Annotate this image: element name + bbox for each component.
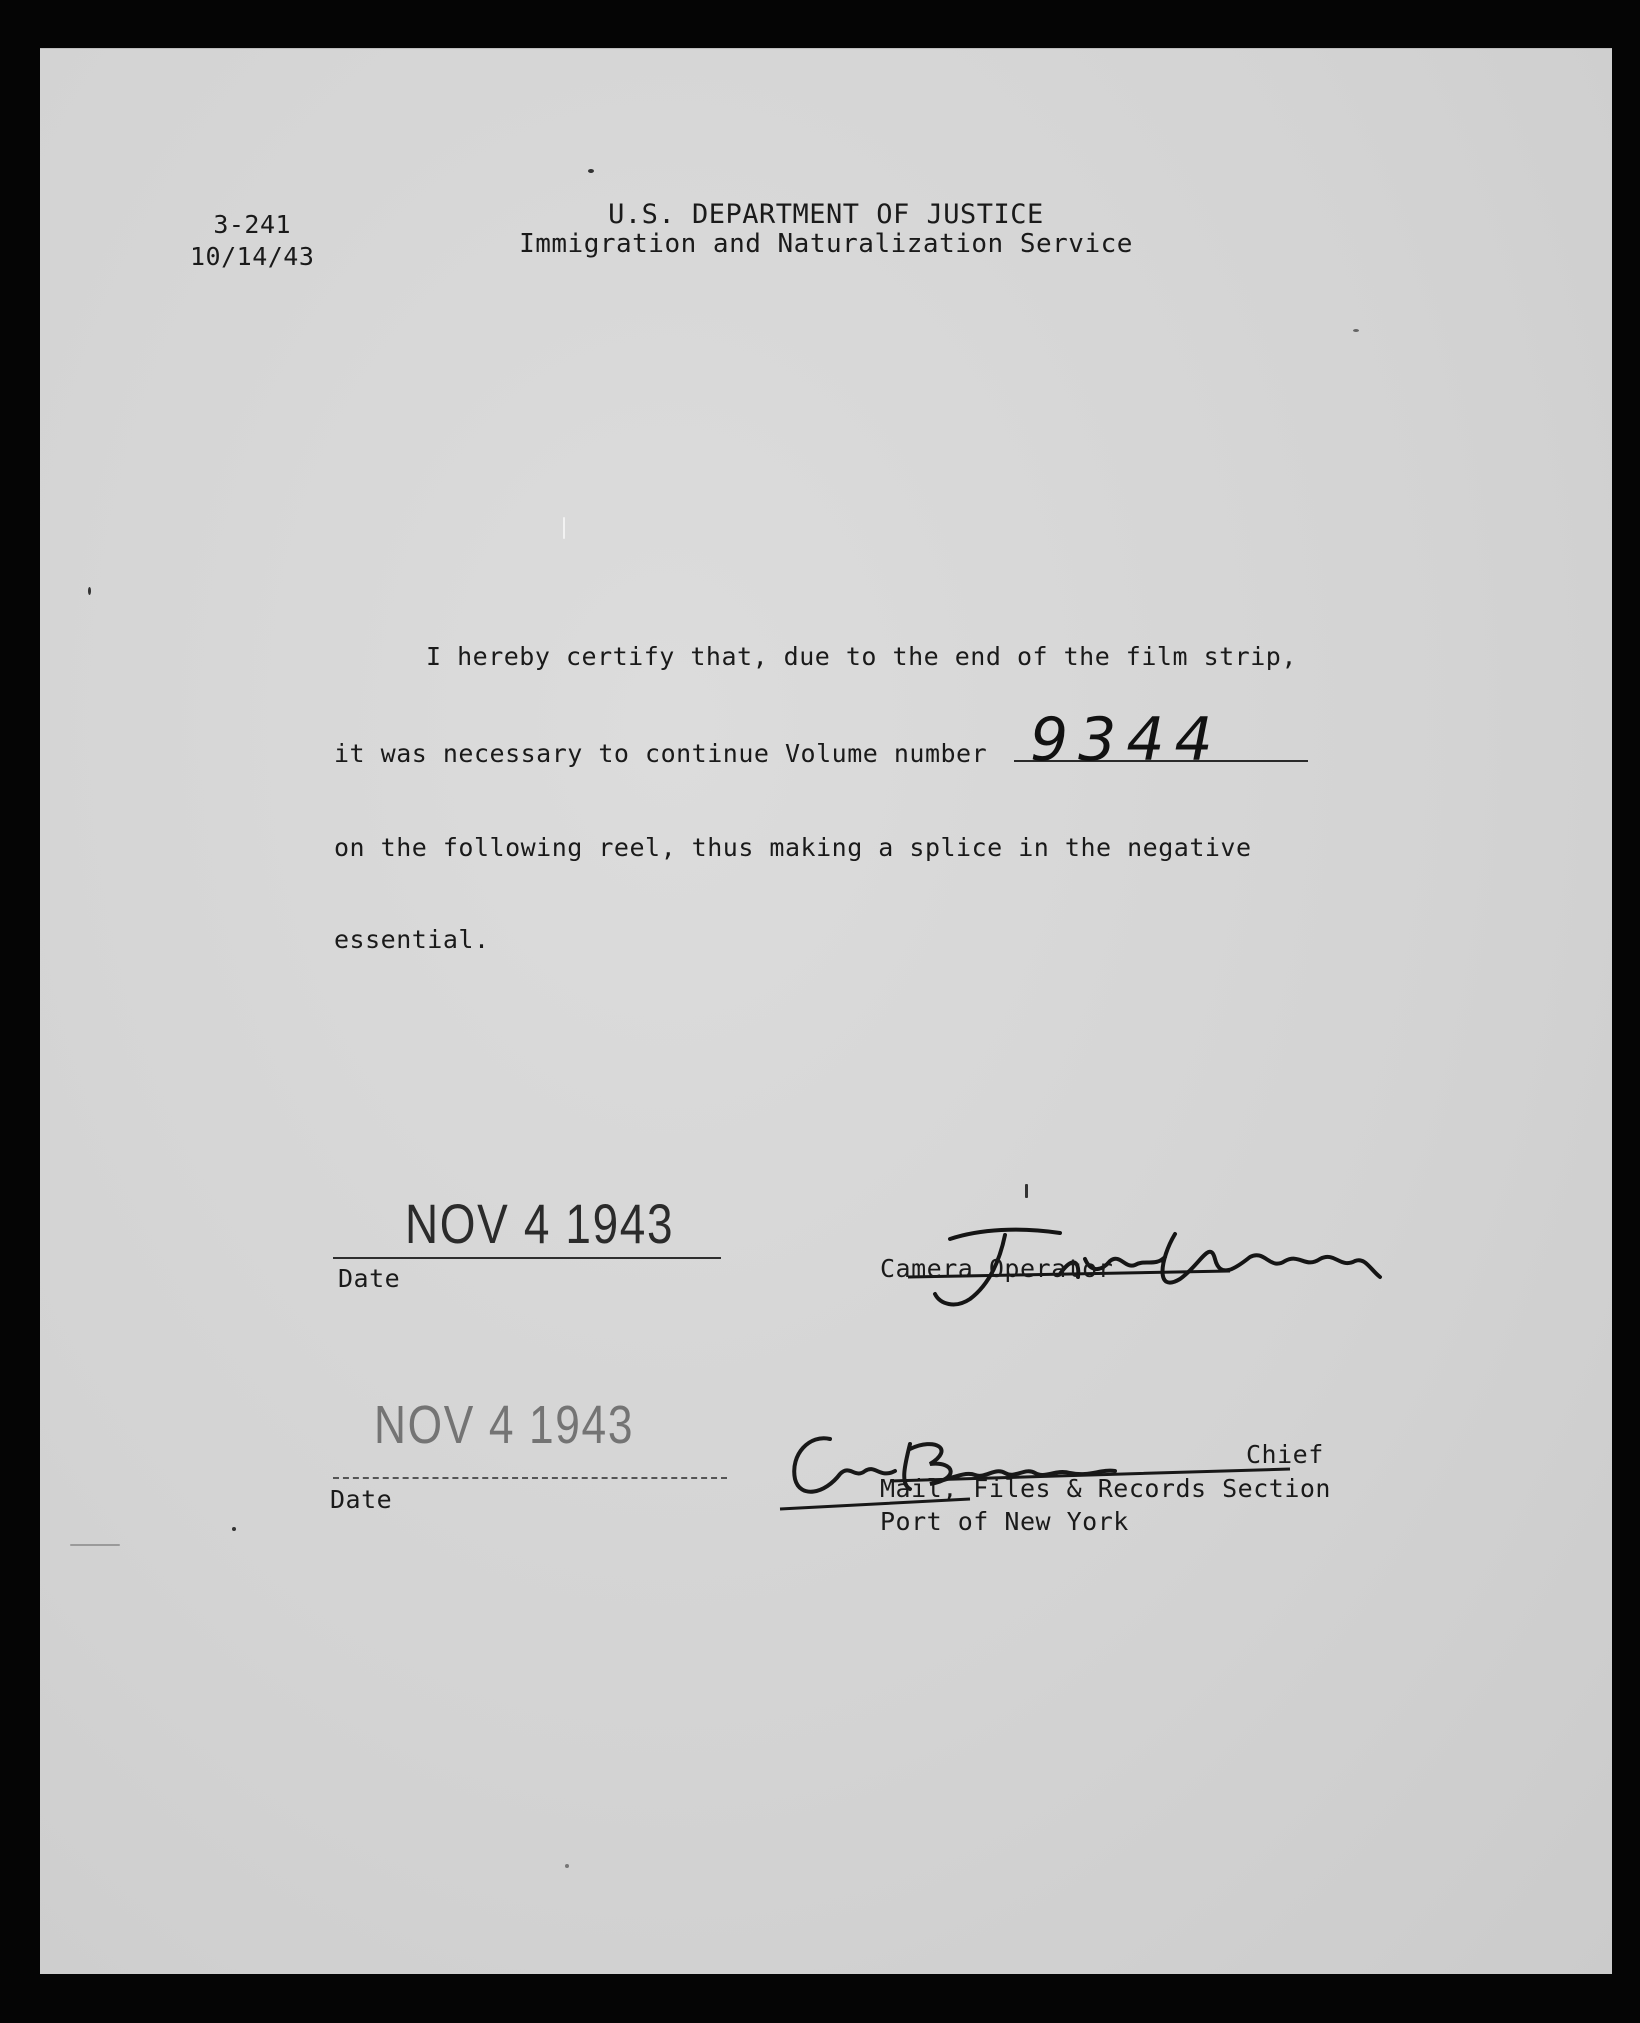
- certificate-line-1: I hereby certify that, due to the end of the film strip,: [426, 642, 1297, 671]
- service-heading: Immigration and Naturalization Service: [519, 229, 1133, 259]
- scan-speck: [1353, 329, 1359, 332]
- scan-speck: [565, 1864, 569, 1868]
- department-heading: U.S. DEPARTMENT OF JUSTICE: [608, 199, 1044, 230]
- scan-speck: [1025, 1184, 1028, 1198]
- volume-number-handwritten: 9344: [1030, 705, 1223, 775]
- chief-port-name: Port of New York: [880, 1507, 1129, 1536]
- scan-speck: [70, 1544, 120, 1546]
- operator-date-stamp: NOV 4 1943: [405, 1192, 675, 1255]
- camera-operator-label: Camera Operator: [880, 1254, 1114, 1283]
- operator-date-line: [333, 1257, 721, 1259]
- chief-date-stamp: NOV 4 1943: [374, 1395, 635, 1455]
- certificate-line-2: it was necessary to continue Volume number: [334, 739, 988, 768]
- scan-speck: [232, 1527, 236, 1531]
- scan-speck: [563, 517, 565, 539]
- form-number: 3-241: [213, 210, 292, 239]
- form-revision-date: 10/14/43: [190, 242, 315, 271]
- document-page: [40, 48, 1612, 1974]
- chief-date-line: [333, 1477, 727, 1479]
- scan-speck: [88, 587, 91, 595]
- scan-speck: [588, 169, 594, 173]
- chief-section-name: Mail, Files & Records Section: [880, 1474, 1331, 1503]
- certificate-line-4: essential.: [334, 925, 490, 954]
- chief-title: Chief: [1246, 1440, 1324, 1469]
- certificate-line-3: on the following reel, thus making a splice in the negative: [334, 833, 1252, 862]
- operator-date-label: Date: [338, 1264, 401, 1293]
- chief-date-label: Date: [330, 1485, 393, 1514]
